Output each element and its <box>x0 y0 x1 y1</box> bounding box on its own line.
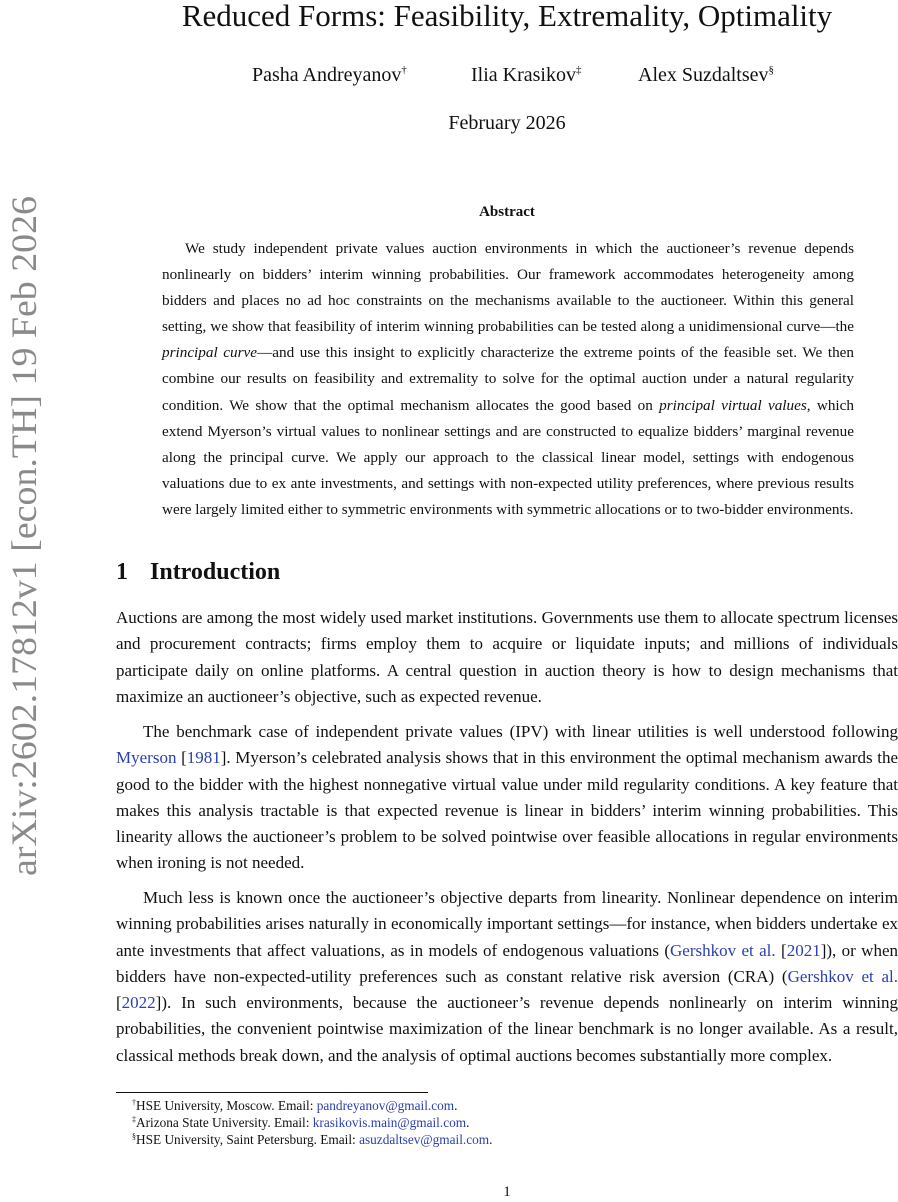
text-run: Much less is known once the auctioneer’s objective departs from linearity. Nonlinear dependence on interim winning probabilities arises naturally in economically important settings—for instance, when bidders undertake ex ante investments that affect valuations, as in models of endogenous valuations ( <box>116 888 898 960</box>
footnote-text: HSE University, Moscow. Email: <box>136 1098 317 1113</box>
section-title: Introduction <box>150 559 281 585</box>
author-name: Ilia Krasikov <box>471 64 576 86</box>
paragraph-3: Much less is known once the auctioneer’s objective departs from linearity. Nonlinear dependence on interim winning probabilities arises naturally in economically important settings—for instance, when bidders undertake ex ante investments that affect valuations, as in models of endogenous valuations (Gershkov et al. [2021]), or when bidders have non-expected-utility preferences such as constant relative risk aversion (CRA) (Gershkov et al. [2022]). In such environments, because the auctioneer’s revenue depends nonlinearly on interim winning probabilities, the convenient pointwise maximization of the linear benchmark is no longer available. As a result, classical methods break down, and the analysis of optimal auctions becomes substantially more complex. <box>116 888 898 1065</box>
paragraph-1: Auctions are among the most widely used market institutions. Governments use them to allocate spectrum licenses and procurement contracts; firms employ them to acquire or liquidate inputs; and millions of individuals participate daily on online platforms. A central question in auction theory is how to design mechanisms that maximize an auctioneer’s objective, such as expected revenue. <box>116 608 898 706</box>
paper-date: February 2026 <box>448 112 566 134</box>
abstract-part: We study independent private values auction environments in which the auctioneer’s revenue depends nonlinearly on bidders’ interim winning probabilities. Our framework accommodates heterogeneity among bidders and places no ad hoc constraints on the mechanisms available to the auctioneer. Within this general setting, we show that feasibility of interim winning probabilities can be tested along a unidimensional curve—the <box>162 240 854 336</box>
abstract-emphasis: principal virtual values <box>659 396 807 414</box>
section-number: 1 <box>116 559 128 585</box>
footnote-1 <box>132 1097 457 1114</box>
footnote-mark: ‡ <box>132 1115 136 1124</box>
author-3 <box>638 62 774 88</box>
citation-year-link[interactable]: 2022 <box>121 993 156 1013</box>
abstract-emphasis: principal curve <box>162 344 258 362</box>
text-run: ]). In such environments, because the auctioneer’s revenue depends nonlinearly on interim winning probabilities, the convenient pointwise maximization of the linear benchmark is no longer available. As a result, classical methods break down, and the analysis of optimal auctions becomes substantially more complex. <box>116 993 898 1065</box>
email-link[interactable]: pandreyanov@gmail.com <box>316 1098 455 1113</box>
footnote-mark: § <box>132 1132 136 1141</box>
text-run: The benchmark case of independent private values (IPV) with linear utilities is well understood following <box>143 722 898 741</box>
abstract-part: —and use this insight to explicitly characterize the extreme points of the feasible set. We then combine our results on feasibility and extremality to solve for the optimal auction under a natural regularity condition. We show that the optimal mechanism allocates the good based on <box>162 344 854 414</box>
footnote-mark: † <box>132 1098 136 1107</box>
footnote-text: HSE University, Saint Petersburg. Email: <box>136 1132 360 1147</box>
email-link[interactable]: asuzdaltsev@gmail.com <box>359 1132 490 1147</box>
footnote-end: . <box>466 1115 470 1130</box>
text-run: ]), or when bidders have non-expected-utility preferences such as constant relative risk aversion (CRA) ( <box>116 940 898 986</box>
author-mark: † <box>401 64 407 76</box>
abstract-heading: Abstract <box>479 204 535 220</box>
text-run: [ <box>176 748 187 768</box>
footnote-divider <box>116 1092 428 1093</box>
citation-link[interactable]: Gershkov et al. <box>787 966 898 986</box>
author-2 <box>471 62 581 88</box>
author-name: Pasha Andreyanov <box>252 64 402 86</box>
footnote-end: . <box>454 1098 458 1113</box>
citation-year-link[interactable]: 1981 <box>186 748 221 768</box>
paper-title: Reduced Forms: Feasibility, Extremality, Optimality <box>181 0 833 33</box>
abstract-part: , which extend Myerson’s virtual values to nonlinear settings and are constructed to equalize bidders’ marginal revenue along the principal curve. We apply our approach to the classical linear model, settings with endogenous valuations due to ex ante investments, and settings with non-expected utility preferences, where previous results were largely limited either to symmetric environments with symmetric allocations or to two-bidder environments. <box>162 396 854 518</box>
author-mark: § <box>768 64 775 76</box>
abstract-text <box>162 236 854 523</box>
footnote-3 <box>132 1131 492 1148</box>
footnote-text: Arizona State University. Email: <box>136 1115 313 1130</box>
citation-link[interactable]: Myerson <box>116 748 177 768</box>
text-run: ]. Myerson’s celebrated analysis shows that in this environment the optimal mechanism awards the good to the bidder with the highest nonnegative virtual value under mild regularity conditions. A key feature that makes this analysis tractable is that expected revenue is linear in bidders’ interim winning probabilities. This linearity allows the auctioneer’s problem to be solved pointwise over feasible allocations in regular environments when ironing is not needed. <box>116 748 898 873</box>
citation-link[interactable]: Gershkov et al. <box>670 940 776 960</box>
paragraph-2 <box>116 719 898 877</box>
citation-year-link[interactable]: 2021 <box>786 940 821 960</box>
arxiv-stamp-text: arXiv:2602.17812v1 [econ.TH] 19 Feb 2026 <box>4 239 44 876</box>
footnote-end: . <box>489 1132 493 1147</box>
footnote-2 <box>132 1114 469 1131</box>
author-name: Alex Suzdaltsev <box>638 64 769 86</box>
author-mark: ‡ <box>575 64 582 76</box>
arxiv-side-stamp <box>0 190 49 890</box>
page-number: 1 <box>503 1184 511 1200</box>
author-1 <box>252 62 407 88</box>
email-link[interactable]: krasikovis.main@gmail.com <box>312 1115 467 1130</box>
